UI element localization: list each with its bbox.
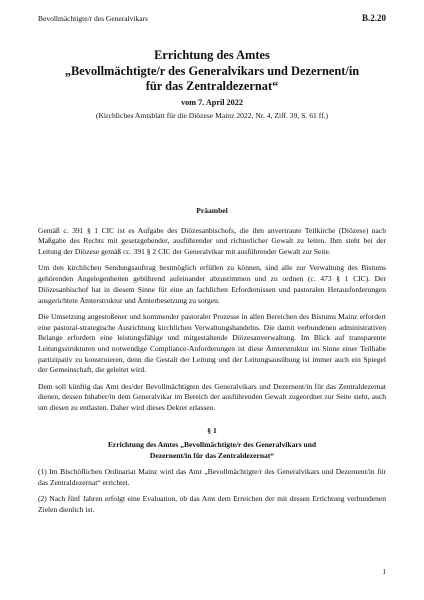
- title-line-2: „Bevollmächtigte/r des Generalvikars und Dezernent/in: [64, 63, 360, 78]
- title-block: [38, 48, 386, 120]
- preamble-paragraph: Die Umsetzung angestoßener und kommender pastoraler Prozesse in allen Bereichen des Bistums Mainz erfordert eine pastoral-strategische Ausrichtung kirchlichen Verwaltungshandelns. Die damit verbundenen administrativen Belange erfordern eine leistungsfähige und mitgestaltende Diözesanverwaltung. Im Blick auf transparente Leitungsstrukturen und notwendige Compliance-Anforderungen ist diese Ämterstruktur im Sinne einer Teilhabe partizipativ zu konstruieren, denn die Gestalt der Leitung und der Leitungsausübung ist immer auch ein Spiegel der Gemeinschaft, die geleitet wird.: [38, 311, 386, 375]
- title-line-3: für das Zentraldezernat“: [145, 79, 279, 93]
- preamble-paragraph: Um den kirchlichen Sendungsauftrag bestmöglich erfüllen zu können, sind alle zur Verwaltung des Bistums gehörenden Angelegenheiten gebührend aufeinander abzustimmen und zu ordnen (c. 473 § 1 CIC). Der Diözesanbischof hat in diesem Sinne für eine an fachlichen Erfordernissen und pastoralen Herausforderungen ausgerichtete Ämterstruktur und Ämterbesetzung zu sorgen.: [38, 263, 386, 305]
- preamble-paragraph: Gemäß c. 391 § 1 CIC ist es Aufgabe des Diözesanbischofs, die ihm anvertraute Teilkirche (Diözese) nach Maßgabe des Rechts mit gesetzgebender, ausführender und richterlicher Gewalt zu leiten. Ihm steht bei der Leitung der Diözese gemäß cc. 391 § 2 CIC der Generalvikar mit ausführender Gewalt zur Seite.: [38, 225, 386, 257]
- section-paragraph: (2) Nach fünf Jahren erfolgt eine Evaluation, ob das Amt dem Erreichen der mit dessen Errichtung verbundenen Zielen dienlich ist.: [38, 493, 386, 514]
- document-code: B.2.20: [361, 13, 386, 23]
- running-header: [38, 14, 386, 26]
- section-paragraph: (1) Im Bischöflichen Ordinariat Mainz wird das Amt „Bevollmächtigte/r des Generalvikars und Dezernent/in für das Zentraldezernat“ errichtet.: [38, 466, 386, 487]
- preamble-heading: Präambel: [196, 206, 228, 215]
- decree-date: vom 7. April 2022: [181, 97, 243, 107]
- title-line-1: Errichtung des Amtes: [154, 48, 270, 62]
- page-number: 1: [382, 567, 386, 576]
- header-title: Bevollmächtigte/r des Generalvikars: [38, 14, 148, 23]
- preamble-paragraph: Dem soll künftig das Amt des/der Bevollmächtigten des Generalvikars und Dezernent/in für das Zentraldezernat dienen, dessen Inhaber/in dem Generalvikar im Bereich der ausführenden Gewalt zugeordnet zur Seite steht, auch um diesen zu entlasten. Daher wird dieses Dekret erlassen.: [38, 381, 386, 413]
- section-number: § 1: [207, 425, 217, 435]
- source-citation: (Kirchliches Amtsblatt für die Diözese Mainz 2022, Nr. 4, Ziff. 39, S. 61 ff.): [95, 110, 329, 120]
- document-body: [38, 206, 386, 521]
- section-title: Dezernent/in für das Zentraldezernat“: [149, 451, 275, 461]
- section-title: Errichtung des Amtes „Bevollmächtigte/r des Generalvikars und: [107, 440, 317, 450]
